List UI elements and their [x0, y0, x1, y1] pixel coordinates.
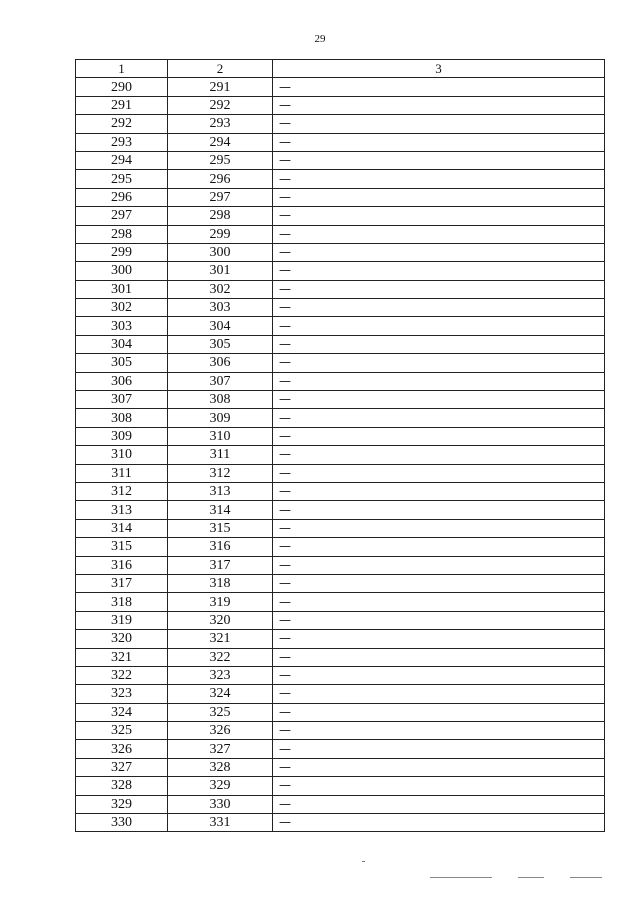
cell-col-1: 310 [76, 446, 168, 464]
cell-col-1: 325 [76, 722, 168, 740]
cell-col-2: 318 [168, 574, 273, 592]
cell-col-1: 314 [76, 519, 168, 537]
cell-col-3 [273, 722, 605, 740]
cell-col-3 [273, 758, 605, 776]
cell-col-1: 312 [76, 482, 168, 500]
cell-col-1: 297 [76, 207, 168, 225]
cell-col-1: 307 [76, 391, 168, 409]
cell-col-1: 299 [76, 243, 168, 261]
cell-col-1: 311 [76, 464, 168, 482]
cell-col-3 [273, 666, 605, 684]
cell-col-2: 307 [168, 372, 273, 390]
dash-mark: — [279, 410, 291, 425]
cell-col-2: 319 [168, 593, 273, 611]
table-row [76, 280, 605, 298]
data-table [75, 59, 605, 832]
table-row [76, 317, 605, 335]
dash-mark: — [279, 337, 291, 352]
footer-line [518, 877, 544, 878]
cell-col-1: 306 [76, 372, 168, 390]
table-row [76, 299, 605, 317]
cell-col-2: 308 [168, 391, 273, 409]
dash-mark: — [279, 373, 291, 388]
footer-line [430, 877, 492, 878]
footer-mark [362, 861, 365, 862]
cell-col-1: 323 [76, 685, 168, 703]
cell-col-3 [273, 795, 605, 813]
table-row [76, 538, 605, 556]
table-row [76, 78, 605, 96]
table-row [76, 262, 605, 280]
table-body [76, 78, 605, 832]
table-row [76, 703, 605, 721]
cell-col-2: 294 [168, 133, 273, 151]
cell-col-2: 298 [168, 207, 273, 225]
table-row [76, 814, 605, 832]
cell-col-1: 292 [76, 115, 168, 133]
cell-col-2: 293 [168, 115, 273, 133]
table-row [76, 207, 605, 225]
table-row [76, 446, 605, 464]
cell-col-2: 309 [168, 409, 273, 427]
table-row [76, 666, 605, 684]
dash-mark: — [279, 502, 291, 517]
cell-col-2: 300 [168, 243, 273, 261]
dash-mark: — [279, 189, 291, 204]
cell-col-3 [273, 225, 605, 243]
cell-col-2: 315 [168, 519, 273, 537]
cell-col-3 [273, 464, 605, 482]
cell-col-2: 322 [168, 648, 273, 666]
cell-col-3 [273, 354, 605, 372]
cell-col-3 [273, 501, 605, 519]
cell-col-2: 327 [168, 740, 273, 758]
cell-col-3 [273, 593, 605, 611]
cell-col-1: 300 [76, 262, 168, 280]
cell-col-1: 316 [76, 556, 168, 574]
dash-mark: — [279, 281, 291, 296]
table-row [76, 611, 605, 629]
table-header-row [76, 60, 605, 78]
footer-line [570, 877, 602, 878]
dash-mark: — [279, 668, 291, 683]
dash-mark: — [279, 79, 291, 94]
cell-col-1: 315 [76, 538, 168, 556]
cell-col-1: 291 [76, 96, 168, 114]
cell-col-2: 317 [168, 556, 273, 574]
table-row [76, 482, 605, 500]
cell-col-3 [273, 740, 605, 758]
dash-mark: — [279, 300, 291, 315]
cell-col-3 [273, 703, 605, 721]
dash-mark: — [279, 778, 291, 793]
table-row [76, 391, 605, 409]
cell-col-3 [273, 207, 605, 225]
table-row [76, 225, 605, 243]
cell-col-3 [273, 611, 605, 629]
cell-col-3 [273, 78, 605, 96]
cell-col-3 [273, 262, 605, 280]
cell-col-3 [273, 685, 605, 703]
cell-col-3 [273, 133, 605, 151]
dash-mark: — [279, 465, 291, 480]
cell-col-2: 297 [168, 188, 273, 206]
cell-col-3 [273, 519, 605, 537]
cell-col-1: 317 [76, 574, 168, 592]
table-row [76, 556, 605, 574]
table-row [76, 133, 605, 151]
dash-mark: — [279, 576, 291, 591]
table-row [76, 630, 605, 648]
dash-mark: — [279, 557, 291, 572]
cell-col-3 [273, 188, 605, 206]
cell-col-3 [273, 630, 605, 648]
dash-mark: — [279, 245, 291, 260]
cell-col-1: 326 [76, 740, 168, 758]
cell-col-1: 318 [76, 593, 168, 611]
table-row [76, 593, 605, 611]
cell-col-2: 325 [168, 703, 273, 721]
cell-col-1: 328 [76, 777, 168, 795]
cell-col-2: 302 [168, 280, 273, 298]
dash-mark: — [279, 815, 291, 830]
dash-mark: — [279, 97, 291, 112]
cell-col-2: 326 [168, 722, 273, 740]
dash-mark: — [279, 539, 291, 554]
cell-col-1: 313 [76, 501, 168, 519]
table-row [76, 777, 605, 795]
dash-mark: — [279, 760, 291, 775]
column-header-3: 3 [273, 60, 605, 78]
table-row [76, 409, 605, 427]
table-row [76, 151, 605, 169]
cell-col-1: 296 [76, 188, 168, 206]
cell-col-3 [273, 409, 605, 427]
cell-col-1: 303 [76, 317, 168, 335]
page-number: 29 [314, 33, 326, 45]
cell-col-3 [273, 372, 605, 390]
cell-col-3 [273, 482, 605, 500]
cell-col-2: 331 [168, 814, 273, 832]
cell-col-3 [273, 648, 605, 666]
dash-mark: — [279, 796, 291, 811]
dash-mark: — [279, 116, 291, 131]
cell-col-1: 295 [76, 170, 168, 188]
cell-col-1: 305 [76, 354, 168, 372]
table-row [76, 795, 605, 813]
dash-mark: — [279, 153, 291, 168]
cell-col-2: 310 [168, 427, 273, 445]
cell-col-2: 324 [168, 685, 273, 703]
dash-mark: — [279, 723, 291, 738]
cell-col-1: 301 [76, 280, 168, 298]
cell-col-2: 295 [168, 151, 273, 169]
cell-col-1: 302 [76, 299, 168, 317]
table-row [76, 685, 605, 703]
table-row [76, 519, 605, 537]
dash-mark: — [279, 649, 291, 664]
cell-col-1: 293 [76, 133, 168, 151]
dash-mark: — [279, 447, 291, 462]
cell-col-3 [273, 115, 605, 133]
dash-mark: — [279, 429, 291, 443]
table-row [76, 427, 605, 445]
cell-col-2: 301 [168, 262, 273, 280]
cell-col-1: 330 [76, 814, 168, 832]
column-header-2: 2 [168, 60, 273, 78]
cell-col-2: 320 [168, 611, 273, 629]
dash-mark: — [279, 263, 291, 278]
cell-col-3 [273, 96, 605, 114]
dash-mark: — [279, 355, 291, 370]
table-row [76, 188, 605, 206]
dash-mark: — [279, 594, 291, 609]
cell-col-2: 299 [168, 225, 273, 243]
cell-col-2: 316 [168, 538, 273, 556]
cell-col-2: 313 [168, 482, 273, 500]
cell-col-3 [273, 243, 605, 261]
table-row [76, 335, 605, 353]
dash-mark: — [279, 704, 291, 719]
cell-col-1: 322 [76, 666, 168, 684]
cell-col-1: 321 [76, 648, 168, 666]
cell-col-2: 330 [168, 795, 273, 813]
cell-col-2: 305 [168, 335, 273, 353]
dash-mark: — [279, 612, 291, 627]
cell-col-1: 324 [76, 703, 168, 721]
cell-col-2: 312 [168, 464, 273, 482]
table-row [76, 648, 605, 666]
cell-col-3 [273, 574, 605, 592]
cell-col-2: 321 [168, 630, 273, 648]
cell-col-1: 329 [76, 795, 168, 813]
cell-col-2: 323 [168, 666, 273, 684]
table-row [76, 501, 605, 519]
cell-col-1: 304 [76, 335, 168, 353]
table-row [76, 758, 605, 776]
table-row [76, 574, 605, 592]
cell-col-1: 327 [76, 758, 168, 776]
dash-mark: — [279, 392, 291, 407]
cell-col-1: 320 [76, 630, 168, 648]
cell-col-2: 304 [168, 317, 273, 335]
cell-col-1: 319 [76, 611, 168, 629]
cell-col-2: 329 [168, 777, 273, 795]
table-row [76, 96, 605, 114]
cell-col-3 [273, 299, 605, 317]
dash-mark: — [279, 520, 291, 535]
cell-col-3 [273, 391, 605, 409]
cell-col-1: 308 [76, 409, 168, 427]
table-row [76, 740, 605, 758]
dash-mark: — [279, 226, 291, 241]
cell-col-2: 291 [168, 78, 273, 96]
cell-col-2: 328 [168, 758, 273, 776]
cell-col-3 [273, 427, 605, 445]
dash-mark: — [279, 631, 291, 646]
cell-col-2: 311 [168, 446, 273, 464]
dash-mark: — [279, 171, 291, 186]
cell-col-2: 303 [168, 299, 273, 317]
table-row [76, 464, 605, 482]
dash-mark: — [279, 484, 291, 499]
cell-col-1: 298 [76, 225, 168, 243]
table-row [76, 243, 605, 261]
cell-col-2: 296 [168, 170, 273, 188]
table-row [76, 722, 605, 740]
cell-col-3 [273, 317, 605, 335]
dash-mark: — [279, 134, 291, 149]
cell-col-3 [273, 777, 605, 795]
column-header-1: 1 [76, 60, 168, 78]
dash-mark: — [279, 686, 291, 701]
table-row [76, 170, 605, 188]
cell-col-2: 306 [168, 354, 273, 372]
table-row [76, 115, 605, 133]
dash-mark: — [279, 318, 291, 333]
cell-col-1: 290 [76, 78, 168, 96]
table-row [76, 354, 605, 372]
cell-col-2: 314 [168, 501, 273, 519]
cell-col-1: 294 [76, 151, 168, 169]
dash-mark: — [279, 208, 291, 223]
table-row [76, 372, 605, 390]
cell-col-3 [273, 335, 605, 353]
cell-col-3 [273, 446, 605, 464]
cell-col-3 [273, 556, 605, 574]
cell-col-3 [273, 280, 605, 298]
cell-col-3 [273, 170, 605, 188]
dash-mark: — [279, 741, 291, 756]
cell-col-3 [273, 814, 605, 832]
cell-col-2: 292 [168, 96, 273, 114]
cell-col-3 [273, 151, 605, 169]
cell-col-3 [273, 538, 605, 556]
cell-col-1: 309 [76, 427, 168, 445]
